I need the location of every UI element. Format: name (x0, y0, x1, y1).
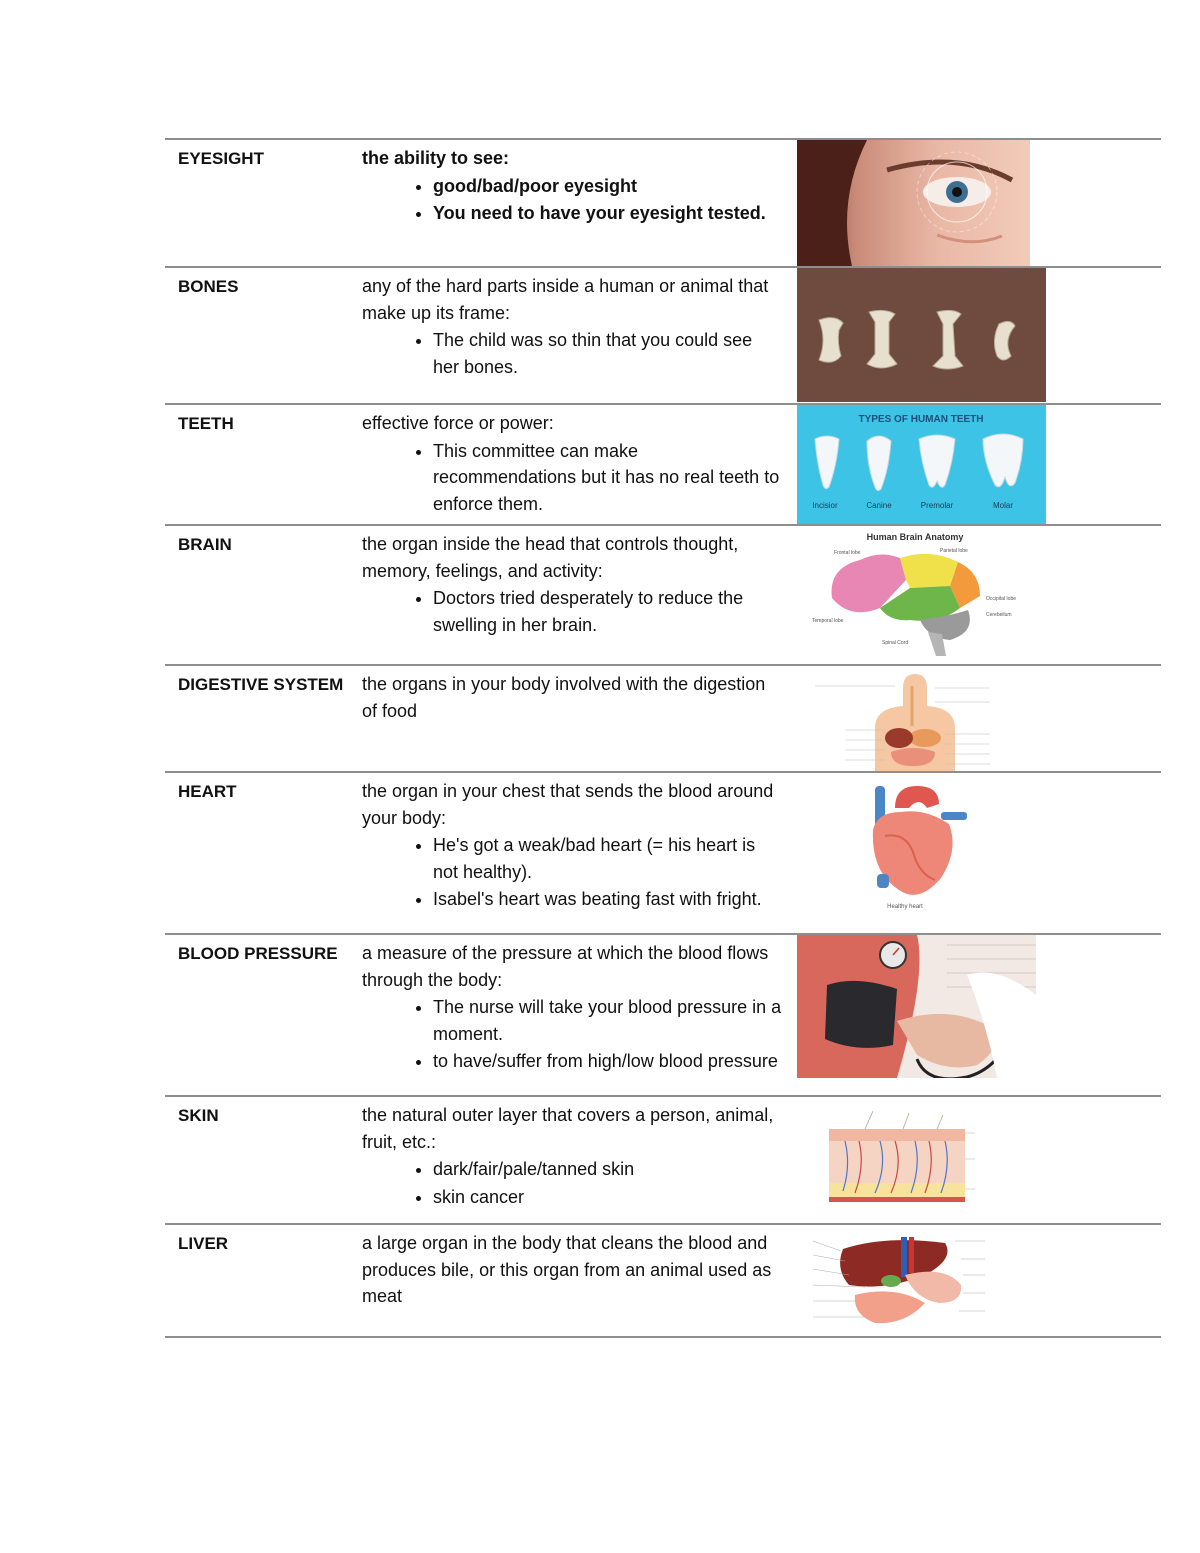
definition-cell (362, 671, 782, 724)
brain-diagram-title: Human Brain Anatomy (866, 532, 964, 542)
example-item: • Doctors tried desperately to reduce the swelling in her brain. (433, 585, 782, 638)
definition-text: the organs in your body involved with the digestion of food (362, 674, 766, 721)
example-list (362, 438, 782, 518)
table-row (165, 138, 1161, 266)
brain-label: Spinal Cord (882, 640, 909, 646)
term-label: BONES (178, 277, 239, 296)
digestive-system-diagram (795, 668, 1025, 771)
term-label: HEART (178, 782, 237, 801)
definition-cell (362, 940, 782, 1076)
example-list (362, 173, 782, 227)
table-row (165, 403, 1161, 524)
definition-cell (362, 778, 782, 914)
definition-text: the organ inside the head that controls thought, memory, feelings, and activity: (362, 534, 739, 581)
definition-text: any of the hard parts inside a human or animal that make up its frame: (362, 276, 769, 323)
tooth-label: Canine (866, 501, 892, 510)
example-list (362, 327, 782, 380)
term-label: BLOOD PRESSURE (178, 944, 338, 963)
definition-text: the ability to see: (362, 148, 510, 168)
example-item: • He's got a weak/bad heart (= his heart is not healthy). (433, 832, 782, 885)
example-list (362, 994, 782, 1075)
definition-cell (362, 410, 782, 518)
term-label: TEETH (178, 414, 234, 433)
heart-caption: Healthy heart (887, 904, 923, 910)
definition-text: effective force or power: (362, 413, 554, 433)
brain-label: Occipital lobe (986, 596, 1017, 602)
definition-text: a large organ in the body that cleans the blood and produces bile, or this organ from an animal used as meat (362, 1233, 772, 1306)
skin-layers-diagram (825, 1111, 1025, 1206)
term-label: DIGESTIVE SYSTEM (178, 675, 344, 694)
table-row (165, 266, 1161, 403)
example-list (362, 832, 782, 913)
definition-text: the natural outer layer that covers a person, animal, fruit, etc.: (362, 1105, 774, 1152)
example-list (362, 1156, 782, 1210)
table-row (165, 933, 1161, 1095)
term-label: LIVER (178, 1234, 229, 1253)
table-row (165, 1095, 1161, 1223)
vocabulary-table (165, 138, 1161, 1338)
tooth-label: Premolar (920, 501, 954, 510)
example-item: • The child was so thin that you could see her bones. (433, 327, 782, 380)
example-item: • dark/fair/pale/tanned skin (433, 1156, 782, 1183)
definition-cell (362, 145, 782, 228)
table-row (165, 524, 1161, 664)
definition-cell (362, 1230, 782, 1310)
brain-label: Frontal lobe (834, 550, 861, 556)
example-item: • to have/suffer from high/low blood pressure (433, 1048, 782, 1075)
liver-diagram (805, 1229, 1005, 1332)
definition-text: a measure of the pressure at which the blood flows through the body: (362, 943, 769, 990)
brain-label: Parietal lobe (940, 548, 968, 554)
definition-cell (362, 273, 782, 381)
example-item: • You need to have your eyesight tested. (433, 200, 782, 227)
definition-cell (362, 531, 782, 639)
example-list (362, 585, 782, 638)
brain-diagram (810, 528, 1030, 658)
term-label: BRAIN (178, 535, 232, 554)
example-item: • Isabel's heart was beating fast with fright. (433, 886, 782, 913)
example-item: • This committee can make recommendations but it has no real teeth to enforce them. (433, 438, 782, 518)
definition-text: the organ in your chest that sends the blood around your body: (362, 781, 774, 828)
bones-photo (797, 268, 1046, 402)
table-row (165, 771, 1161, 933)
term-label: EYESIGHT (178, 149, 264, 168)
definition-cell (362, 1102, 782, 1211)
brain-label: Temporal lobe (812, 618, 844, 624)
teeth-diagram (797, 405, 1046, 525)
example-item: • skin cancer (433, 1184, 782, 1211)
tooth-label: Incisior (812, 501, 838, 510)
brain-label: Cerebellum (986, 612, 1012, 618)
term-label: SKIN (178, 1106, 219, 1125)
heart-illustration (855, 778, 975, 913)
teeth-diagram-title: TYPES OF HUMAN TEETH (858, 414, 984, 425)
tooth-label: Molar (992, 501, 1014, 510)
example-item: • The nurse will take your blood pressure in a moment. (433, 994, 782, 1047)
table-row (165, 664, 1161, 771)
eye-photo (797, 140, 1030, 266)
table-row (165, 1223, 1161, 1338)
example-item: • good/bad/poor eyesight (433, 173, 782, 200)
blood-pressure-photo (797, 935, 1036, 1078)
